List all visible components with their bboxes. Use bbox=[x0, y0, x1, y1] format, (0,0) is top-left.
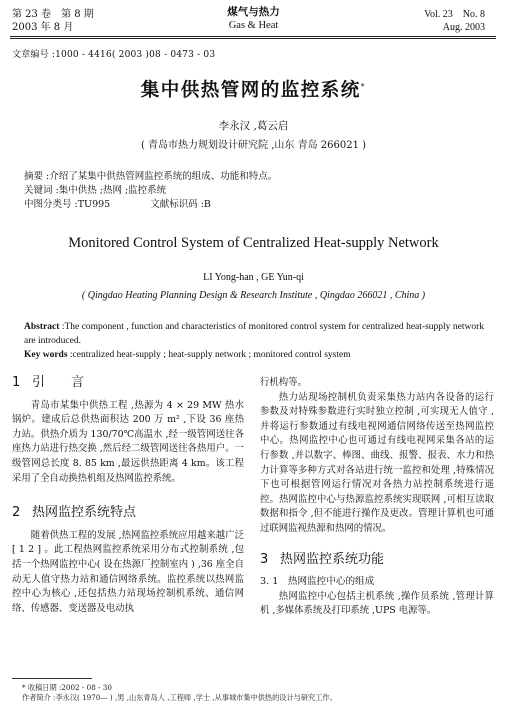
title-footnote-mark: * bbox=[360, 81, 367, 91]
english-keywords-para bbox=[24, 348, 484, 362]
abstract-cn: 摘要 :介绍了某集中供热管网监控系统的组成、功能和特点。 bbox=[24, 171, 278, 182]
journal-volume-info bbox=[12, 8, 94, 34]
section-1-heading bbox=[12, 376, 244, 391]
section-1-number: 1 bbox=[12, 375, 21, 390]
authors: 李永汉 ,葛云启 bbox=[218, 120, 289, 132]
right-continued-text: 行机构等。 bbox=[260, 377, 307, 388]
keywords-text: :centralized heat-supply ; heat-supply network ; monitored control system bbox=[67, 350, 351, 360]
received-date: * 收稿日期 :2002 - 08 - 30 bbox=[22, 683, 112, 692]
section-2-paragraph: 随着供热工程的发展 ,热网监控系统应用越来越广泛 [ 1 2 ] 。此工程热网监控系统采用分布式控制系统 ,包括一个热网监控中心( 设在热源厂控制室内 ) ,36 座全自动无人值守热力站和通信网络系统。监控系统以热网监控中心为核心 ,还包括热力站现场控制机系统、通信网络、传感器、变送器及电动执 bbox=[12, 529, 244, 614]
clc-number: 中图分类号 :TU995 bbox=[24, 199, 111, 210]
paper-title bbox=[0, 76, 507, 102]
paper-title-text: 集中供热管网的监控系统 bbox=[140, 80, 361, 101]
journal-name-en: Gas & Heat bbox=[228, 20, 279, 31]
english-abstract bbox=[24, 320, 484, 362]
volume-issue-en: Vol. 23 No. 8 bbox=[424, 9, 485, 20]
date-en: Aug. 2003 bbox=[442, 22, 485, 33]
affiliation: ( 青岛市热力规划设计研究院 ,山东 青岛 266021 ) bbox=[140, 140, 367, 151]
footnote-rule bbox=[12, 678, 92, 679]
section-3-1-heading: 3. 1 热网监控中心的组成 bbox=[260, 576, 375, 588]
abstract-label: Abstract bbox=[24, 322, 60, 332]
section-1-paragraph: 青岛市某集中供热工程 ,热源为 4 × 29 MW 热水锅炉。建成后总供热面积达 200 万 m² ,下设 36 座热力站。供热介质为 130/70℃高温水 ,经一级管网送往各座热力站进行热交换 ,然后经二级管网送往各热用户。一级管网总长度 8. 85 km ,最远供热距离 4 km。该工程采用了全自动换热机组及热网监控系统。 bbox=[12, 399, 244, 484]
english-abstract-para bbox=[24, 320, 484, 348]
english-title: Monitored Control System of Centralized Heat-supply Network bbox=[68, 235, 439, 251]
section-3-title: 热网监控系统功能 bbox=[280, 551, 385, 567]
left-column bbox=[12, 376, 244, 616]
article-number: 文章编号 :1000 - 4416( 2003 )08 - 0473 - 03 bbox=[12, 50, 216, 60]
journal-name bbox=[190, 5, 317, 33]
keywords-label: Key words bbox=[24, 350, 68, 360]
author-bio: 作者简介 :李永汉( 1970— ) ,男 ,山东青岛人 ,工程师 ,学士 ,从事城市集中供热的设计与研究工作。 bbox=[22, 692, 337, 702]
section-2-heading bbox=[12, 506, 244, 521]
journal-volume-info-en bbox=[424, 8, 485, 34]
date-cn: 2003 年 8 月 bbox=[12, 22, 74, 33]
english-authors: LI Yong-han , GE Yun-qi bbox=[203, 272, 304, 283]
document-code: 文献标识码 :B bbox=[150, 199, 211, 210]
header-rule-2 bbox=[10, 38, 496, 39]
section-3-1-paragraph: 热网监控中心包括主机系统 ,操作员系统 ,管理计算机 ,多媒体系统及打印系统 ,UPS 电源等。 bbox=[260, 590, 494, 617]
right-paragraph: 热力站现场控制机负责采集热力站内各设备的运行参数及对特殊参数进行实时独立控制 ,可实现无人值守 ,并将运行参数通过有线电视网通信网络传送至热网监控中心。热网监控中心也可通过有线电视网采集各站的运行参数 ,并以数字、棒图、曲线、报警、报表、水力和热力计算等多种方式对各站进行统一监控和处理 ,特殊情况下也可根据管网运行情况对各热力站控制系统进行遥控。热网监控中心与热源监控系统实现联网 ,可相互读取数据和指令 ,但不能进行操作及更改。管理计算机也可通过联网监视热源和热网的情况。 bbox=[260, 391, 494, 534]
section-1-title: 引 言 bbox=[32, 375, 85, 390]
abstract-text: :The component , function and characteristics of monitored control system for centralized heat-supply network are introduced. bbox=[24, 322, 484, 346]
section-2-number: 2 bbox=[12, 505, 21, 521]
header-rule bbox=[10, 36, 496, 37]
right-column bbox=[260, 376, 494, 619]
footnote bbox=[22, 683, 337, 702]
section-3-heading bbox=[260, 553, 494, 568]
section-3-number: 3 bbox=[260, 551, 269, 567]
volume-issue: 第 23 卷 第 8 期 bbox=[12, 9, 94, 20]
english-affiliation: ( Qingdao Heating Planning Design & Research Institute , Qingdao 266021 , China ) bbox=[81, 290, 426, 301]
section-2-title: 热网监控系统特点 bbox=[32, 505, 137, 521]
journal-name-cn: 煤气与热力 bbox=[227, 6, 280, 18]
classification bbox=[24, 198, 211, 211]
keywords-cn: 关键词 :集中供热 ;热网 ;监控系统 bbox=[24, 185, 167, 196]
